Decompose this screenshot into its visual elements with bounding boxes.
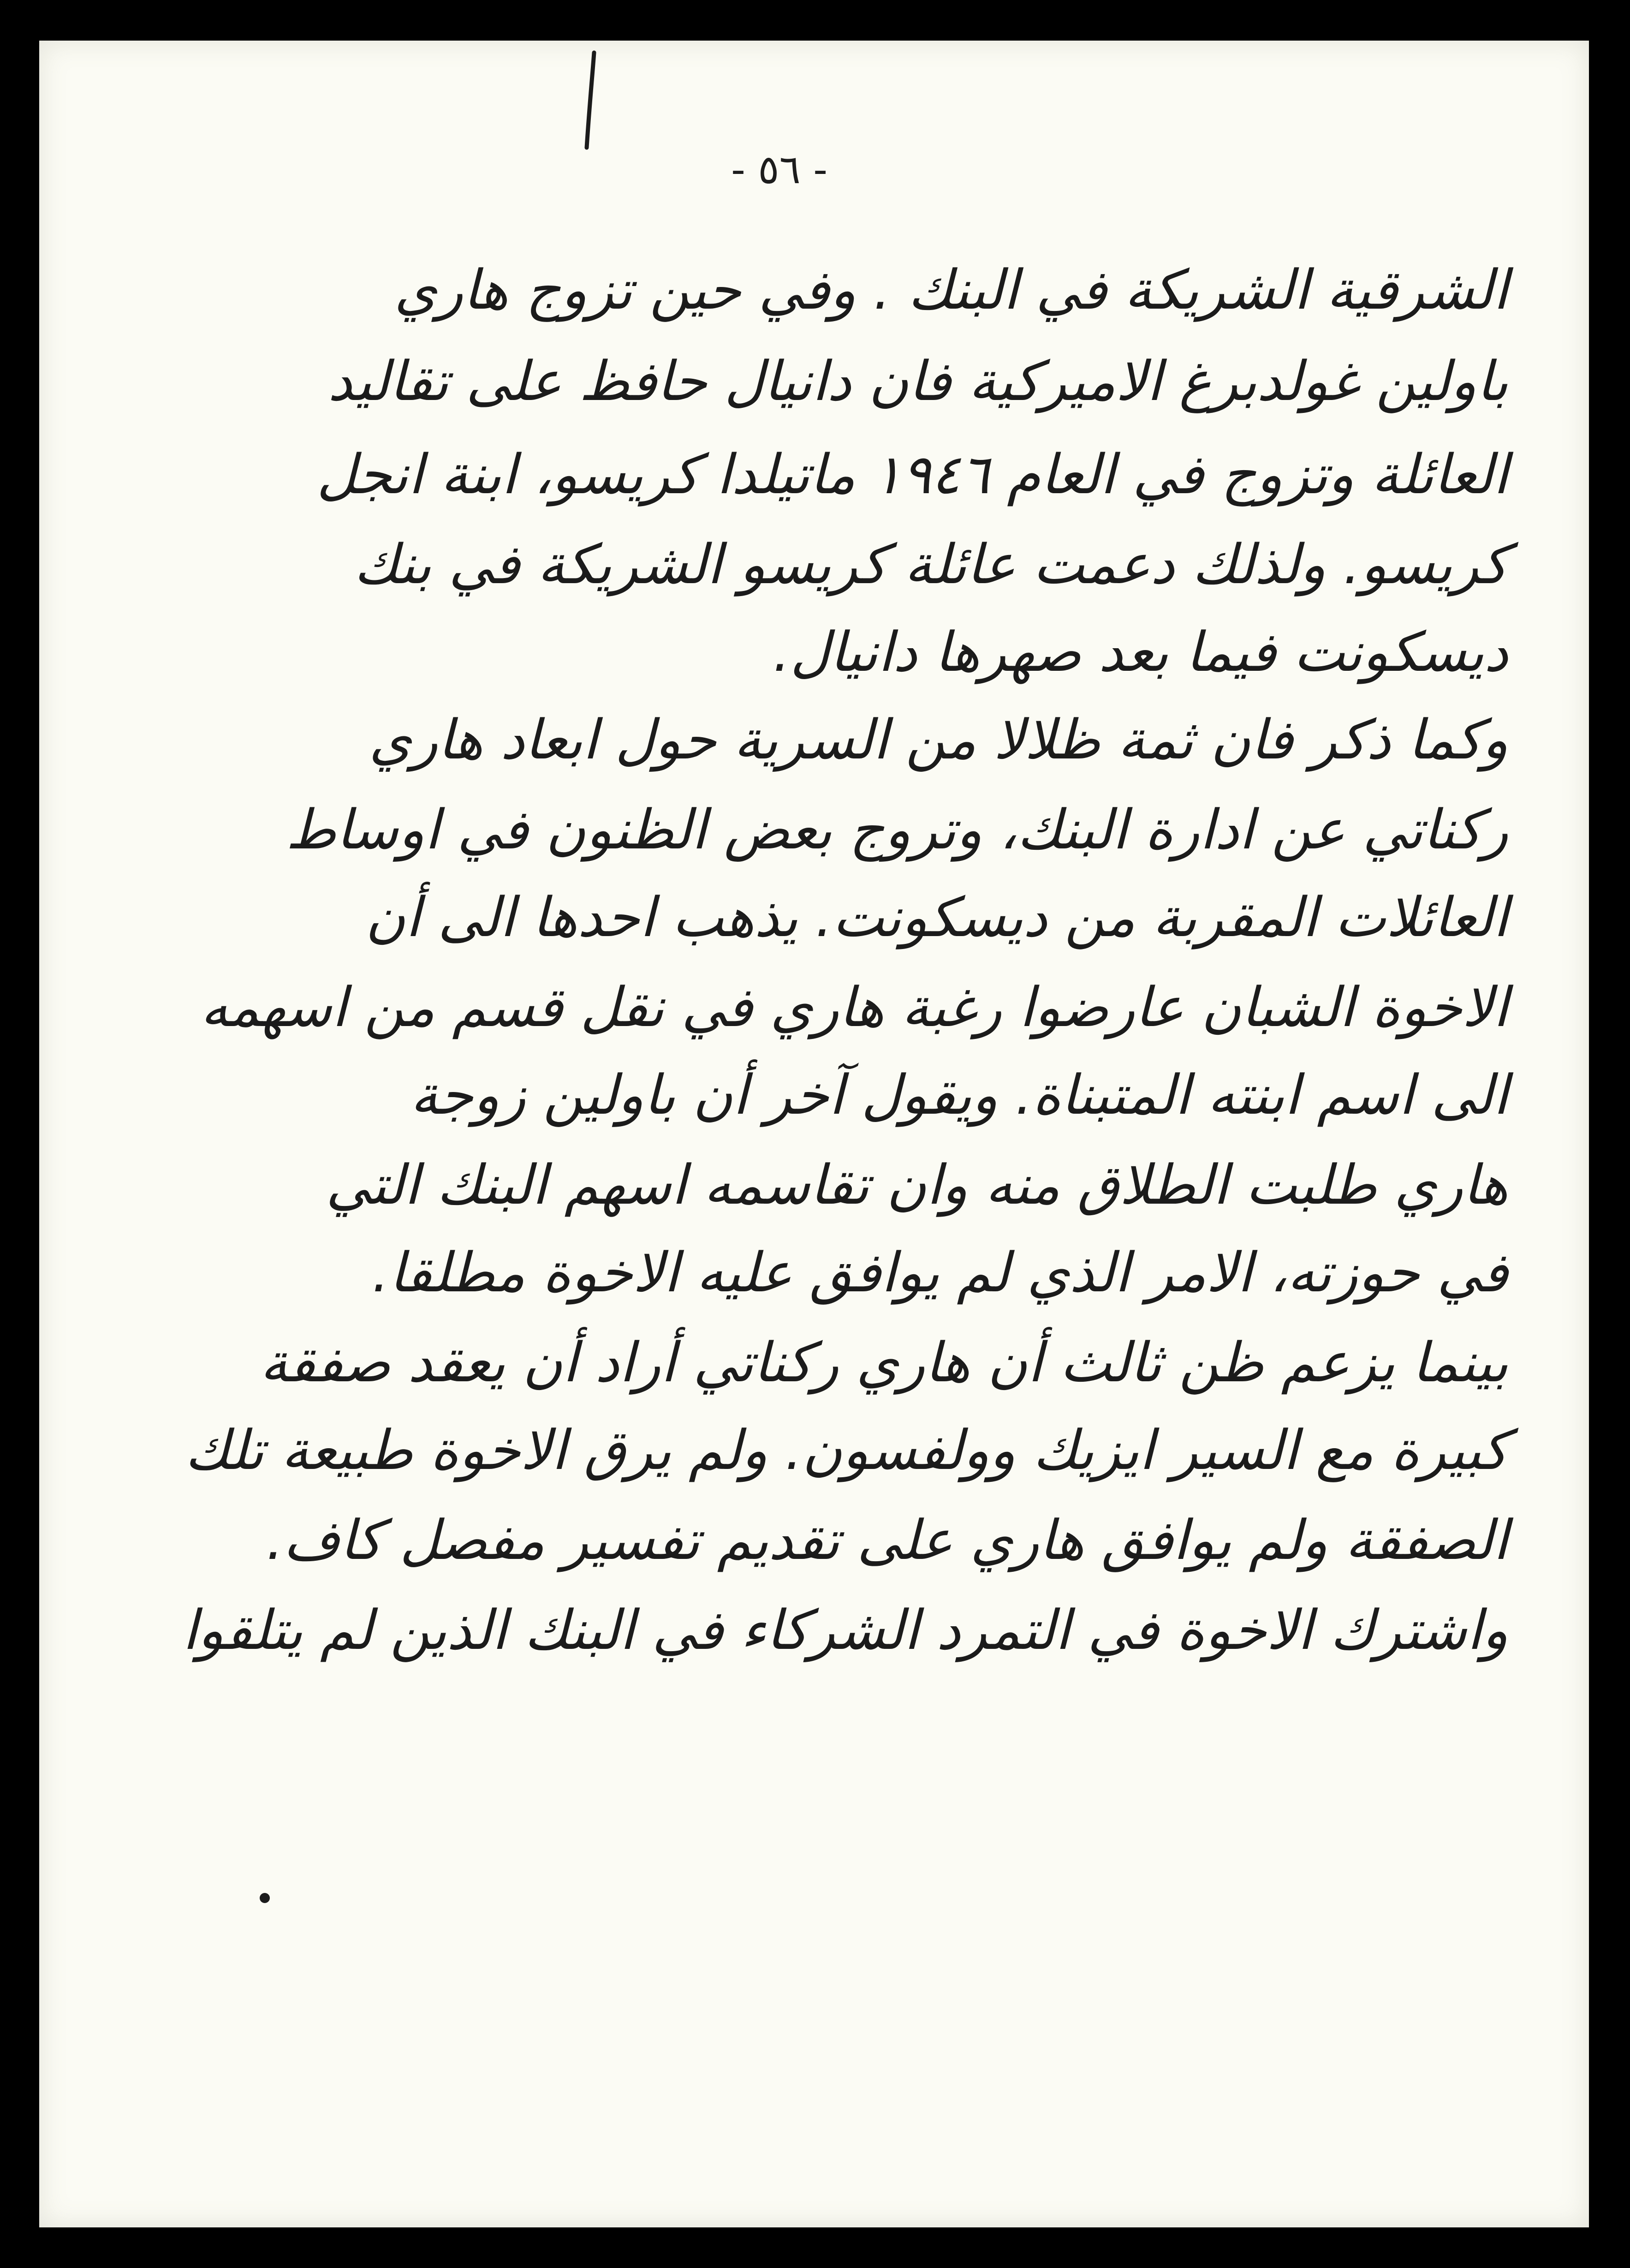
text-line-12: في حوزته، الامر الذي لم يوافق عليه الاخوة مطلقا.	[372, 1241, 1508, 1304]
text-line-14: كبيرة مع السير ايزيك وولفسون. ولم يرق الاخوة طبيعة تلك	[184, 1418, 1508, 1482]
text-line-9: الاخوة الشبان عارضوا رغبة هاري في نقل قسم من اسهمه	[200, 975, 1508, 1039]
text-line-15: الصفقة ولم يوافق هاري على تقديم تفسير مفصل كاف.	[266, 1508, 1508, 1572]
text-line-8: العائلات المقربة من ديسكونت. يذهب احدها الى أن	[365, 885, 1508, 949]
text-line-7: ركناتي عن ادارة البنك، وتروج بعض الظنون في اوساط	[286, 798, 1508, 861]
text-line-6: وكما ذكر فان ثمة ظلالا من السرية حول ابعاد هاري	[369, 708, 1508, 771]
text-line-3: العائلة وتزوج في العام ١٩٤٦ ماتيلدا كريسو، ابنة انجل	[316, 442, 1508, 506]
text-line-2: باولين غولدبرغ الاميركية فان دانيال حافظ على تقاليد	[327, 349, 1508, 413]
text-line-5: ديسكونت فيما بعد صهرها دانيال.	[773, 620, 1508, 684]
ink-dot	[260, 1893, 270, 1903]
manuscript-page	[39, 41, 1589, 2227]
text-line-4: كريسو. ولذلك دعمت عائلة كريسو الشريكة في بنك	[354, 532, 1508, 596]
text-line-1: الشرقية الشريكة في البنك . وفي حين تزوج هاري	[394, 258, 1508, 322]
text-line-13: بينما يزعم ظن ثالث أن هاري ركناتي أراد أن يعقد صفقة	[260, 1331, 1508, 1394]
page-number: - ٥٦ -	[731, 147, 828, 193]
text-line-11: هاري طلبت الطلاق منه وان تقاسمه اسهم البنك التي	[326, 1153, 1508, 1217]
text-line-16: واشترك الاخوة في التمرد الشركاء في البنك الذين لم يتلقوا	[182, 1598, 1508, 1662]
text-line-10: الى اسم ابنته المتبناة. ويقول آخر أن باولين زوجة	[410, 1063, 1508, 1127]
pen-stroke-mark	[581, 50, 600, 151]
